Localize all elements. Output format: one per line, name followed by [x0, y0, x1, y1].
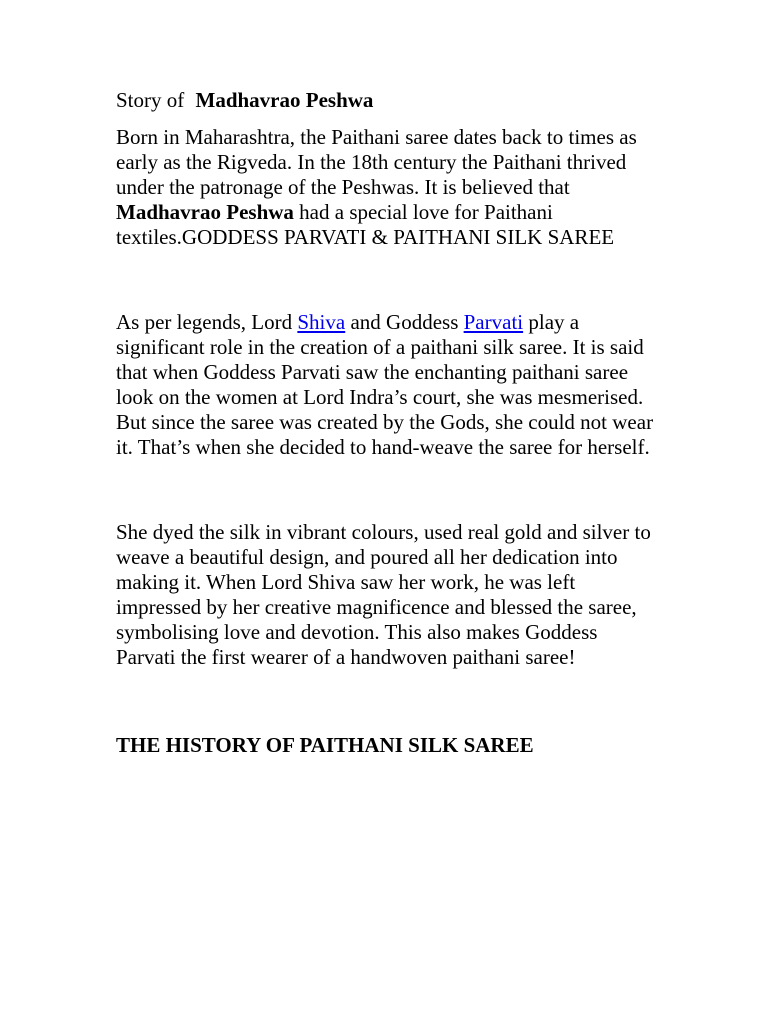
- paragraph-origin-text-1: Born in Maharashtra, the Paithani saree dates back to times as early as the Rigveda. In the 18th century the Paithani thrived under the patronage of the Peshwas. It is believed that: [116, 125, 637, 199]
- paragraph-origin-bold-name: Madhavrao Peshwa: [116, 200, 294, 224]
- paragraph-spacer: [116, 670, 661, 733]
- paragraph-origin-text-2: had a special love for Paithani textiles.GODDESS PARVATI & PAITHANI SILK SAREE: [116, 200, 615, 249]
- paragraph-creation: She dyed the silk in vibrant colours, used real gold and silver to weave a beautiful design, and poured all her dedication into making it. When Lord Shiva saw her work, he was left impressed by her creative magnificence and blessed the saree, symbolising love and devotion. This also makes Goddess Parvati the first wearer of a handwoven paithani saree!: [116, 520, 651, 669]
- paragraph-legend-text-1: As per legends, Lord: [116, 310, 298, 334]
- shiva-link[interactable]: Shiva: [297, 310, 346, 334]
- document-page: [116, 88, 661, 758]
- paragraph-legend-text-2: and Goddess: [345, 310, 464, 334]
- document-title: [116, 88, 661, 113]
- title-prefix: Story of: [116, 88, 185, 112]
- history-heading: THE HISTORY OF PAITHANI SILK SAREE: [116, 733, 534, 757]
- title-name: Madhavrao Peshwa: [195, 88, 374, 112]
- paragraph-legend-text-3: play a significant role in the creation of a paithani silk saree. It is said that when Goddess Parvati saw the enchanting paithani saree look on the women at Lord Indra’s court, she was mesmerised. But since the saree was created by the Gods, she could not wear it. That’s when she decided to hand-weave the saree for herself.: [116, 310, 654, 459]
- paragraph-legend: [116, 310, 661, 460]
- paragraph-spacer: [116, 250, 661, 310]
- paragraph-spacer: [116, 460, 661, 520]
- paragraph-origin: [116, 125, 661, 250]
- parvati-link[interactable]: Parvati: [463, 310, 524, 334]
